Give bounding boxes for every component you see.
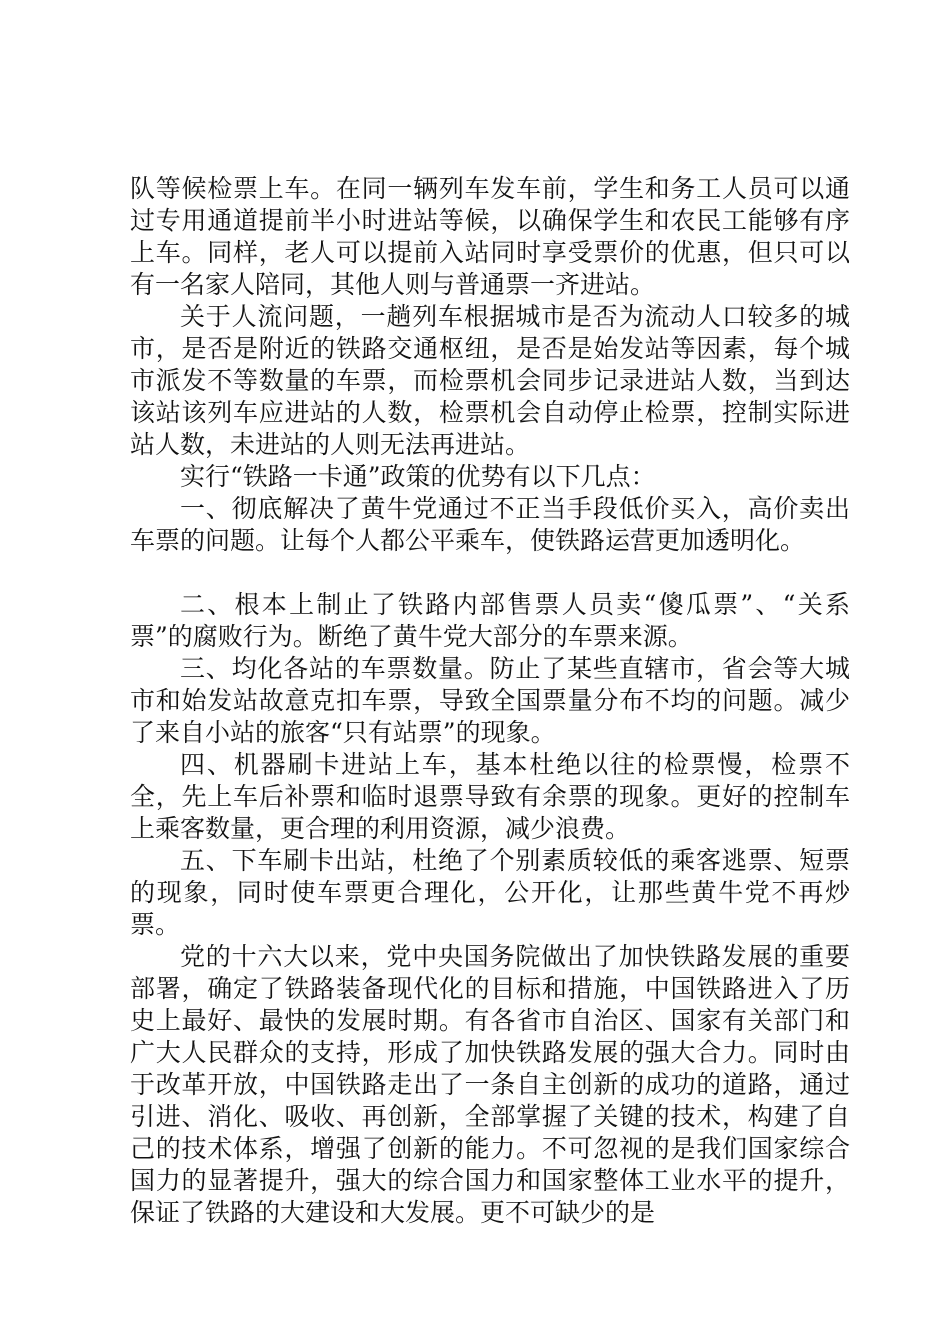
- paragraph-advantage-3: 三、均化各站的车票数量。防止了某些直辖市，省会等大城市和始发站故意克扣车票，导致全国票量分布不均的问题。减少了来自小站的旅客“只有站票”的现象。: [130, 654, 850, 747]
- paragraph-advantage-5: 五、下车刷卡出站，杜绝了个别素质较低的乘客逃票、短票的现象，同时使车票更合理化，公开化，让那些黄牛党不再炒票。: [130, 846, 850, 939]
- paragraph-advantage-4: 四、机器刷卡进站上车，基本杜绝以往的检票慢，检票不全，先上车后补票和临时退票导致有余票的现象。更好的控制车上乘客数量，更合理的利用资源，减少浪费。: [130, 750, 850, 843]
- paragraph-railway-development: 党的十六大以来，党中央国务院做出了加快铁路发展的重要部署，确定了铁路装备现代化的目标和措施，中国铁路进入了历史上最好、最快的发展时期。有各省市自治区、国家有关部门和广大人民群众的支持，形成了加快铁路发展的强大合力。同时由于改革开放，中国铁路走出了一条自主创新的成功的道路，通过引进、消化、吸收、再创新，全部掌握了关键的技术，构建了自己的技术体系，增强了创新的能力。不可忽视的是我们国家综合国力的显著提升，强大的综合国力和国家整体工业水平的提升，保证了铁路的大建设和大发展。更不可缺少的是: [130, 942, 850, 1227]
- paragraph-continuation: 队等候检票上车。在同一辆列车发车前，学生和务工人员可以通过专用通道提前半小时进站等候，以确保学生和农民工能够有序上车。同样，老人可以提前入站同时享受票价的优惠，但只可以有一名家人陪同，其他人则与普通票一齐进站。: [130, 174, 850, 299]
- paragraph-advantages-intro: 实行“铁路一卡通”政策的优势有以下几点：: [180, 462, 656, 491]
- paragraph-passenger-flow: 关于人流问题，一趟列车根据城市是否为流动人口较多的城市，是否是附近的铁路交通枢纽，是否是始发站等因素，每个城市派发不等数量的车票，而检票机会同步记录进站人数，当到达该站该列车应进站的人数，检票机会自动停止检票，控制实际进站人数，未进站的人则无法再进站。: [130, 302, 850, 459]
- paragraph-advantage-2: 二、根本上制止了铁路内部售票人员卖“傻瓜票”、“关系票”的腐败行为。断绝了黄牛党大部分的车票来源。: [130, 590, 850, 651]
- document-body: [130, 173, 850, 1229]
- paragraph-advantage-1: 一、彻底解决了黄牛党通过不正当手段低价买入，高价卖出车票的问题。让每个人都公平乘车，使铁路运营更加透明化。: [130, 494, 850, 555]
